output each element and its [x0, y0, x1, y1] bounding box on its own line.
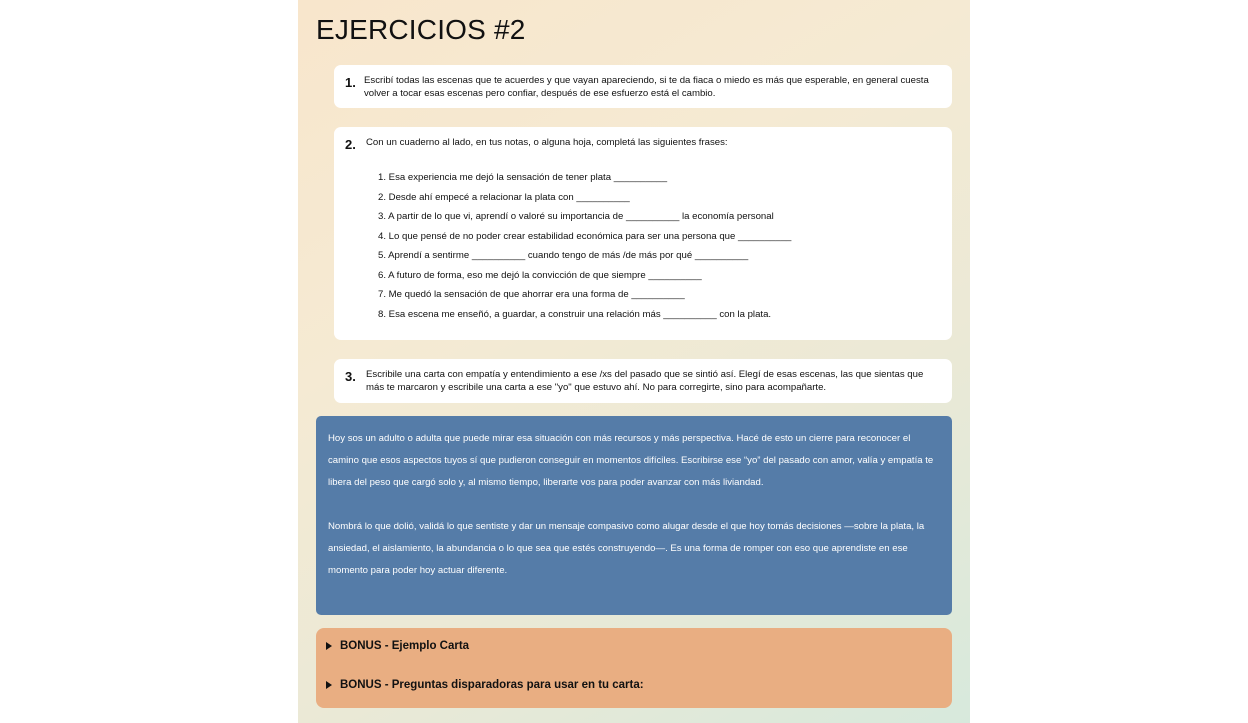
triangle-right-icon [326, 642, 332, 650]
exercise-number: 1. [345, 75, 356, 90]
phrase-item: 3. A partir de lo que vi, aprendí o valoré su importancia de __________ la economía personal [378, 211, 774, 222]
phrase-item: 1. Esa experiencia me dejó la sensación de tener plata __________ [378, 172, 668, 183]
callout-box [316, 416, 952, 615]
bonus-label: BONUS - Ejemplo Carta [340, 640, 470, 652]
phrase-item: 7. Me quedó la sensación de que ahorrar era una forma de __________ [378, 289, 685, 300]
exercise-text: Escribí todas las escenas que te acuerdes y que vayan apareciendo, si te da fiaca o miedo es más que esperable, en general cuesta volver a tocar esas escenas pero confiar, después de ese esfuerzo está el cambio. [364, 75, 929, 99]
page-title: EJERCICIOS #2 [316, 14, 526, 45]
exercise-number: 2. [345, 137, 356, 152]
bonus-label: BONUS - Preguntas disparadoras para usar en tu carta: [340, 679, 644, 691]
exercise-card-2 [334, 127, 952, 340]
bonus-toggle-ejemplo-carta[interactable] [326, 640, 469, 652]
triangle-right-icon [326, 681, 332, 689]
exercise-text: Con un cuaderno al lado, en tus notas, o alguna hoja, completá las siguientes frases: [366, 137, 728, 148]
phrase-item: 6. A futuro de forma, eso me dejó la convicción de que siempre __________ [378, 269, 702, 281]
phrase-list [378, 172, 791, 328]
callout-paragraph: Hoy sos un adulto o adulta que puede mirar esa situación con más recursos y más perspectiva. Hacé de esto un cierre para reconocer el camino que esos aspectos tuyos sí que pudieron conseguir en momentos difíciles. Escribirse ese “yo” del pasado con amor, valía y empatía te libera del peso que cargó solo y, al mismo tiempo, liberarte vos para poder avanzar con más liviandad. [328, 433, 934, 488]
callout-paragraph: Nombrá lo que dolió, validá lo que sentiste y dar un mensaje compasivo como alugar desde el que hoy tomás decisiones —sobre la plata, la ansiedad, el aislamiento, la abundancia o lo que sea que estés construyendo—. Es una forma de romper con eso que aprendiste en ese momento para poder hoy actuar diferente. [328, 521, 925, 576]
phrase-item: 8. Esa escena me enseñó, a guardar, a construir una relación más __________ con la plata. [378, 308, 772, 320]
bonus-toggle-preguntas[interactable] [326, 679, 644, 691]
exercise-card-3 [334, 359, 952, 403]
phrase-item: 5. Aprendí a sentirme __________ cuando tengo de más /de más por qué __________ [378, 250, 749, 261]
exercise-card-1 [334, 65, 952, 108]
exercise-text: Escribile una carta con empatía y entendimiento a ese /xs del pasado que se sintió así. Elegí de esas escenas, las que sientas que más te marcaron y escribile una carta a ese "yo" que estuvo ahí. No para corregirte, sino para acompañarte. [366, 369, 924, 393]
bonus-section [316, 628, 952, 708]
phrase-item: 4. Lo que pensé de no poder crear estabilidad económica para ser una persona que __________ [378, 230, 792, 242]
exercise-number: 3. [345, 369, 356, 384]
exercise-page [298, 0, 970, 723]
phrase-item: 2. Desde ahí empecé a relacionar la plata con __________ [378, 191, 630, 203]
